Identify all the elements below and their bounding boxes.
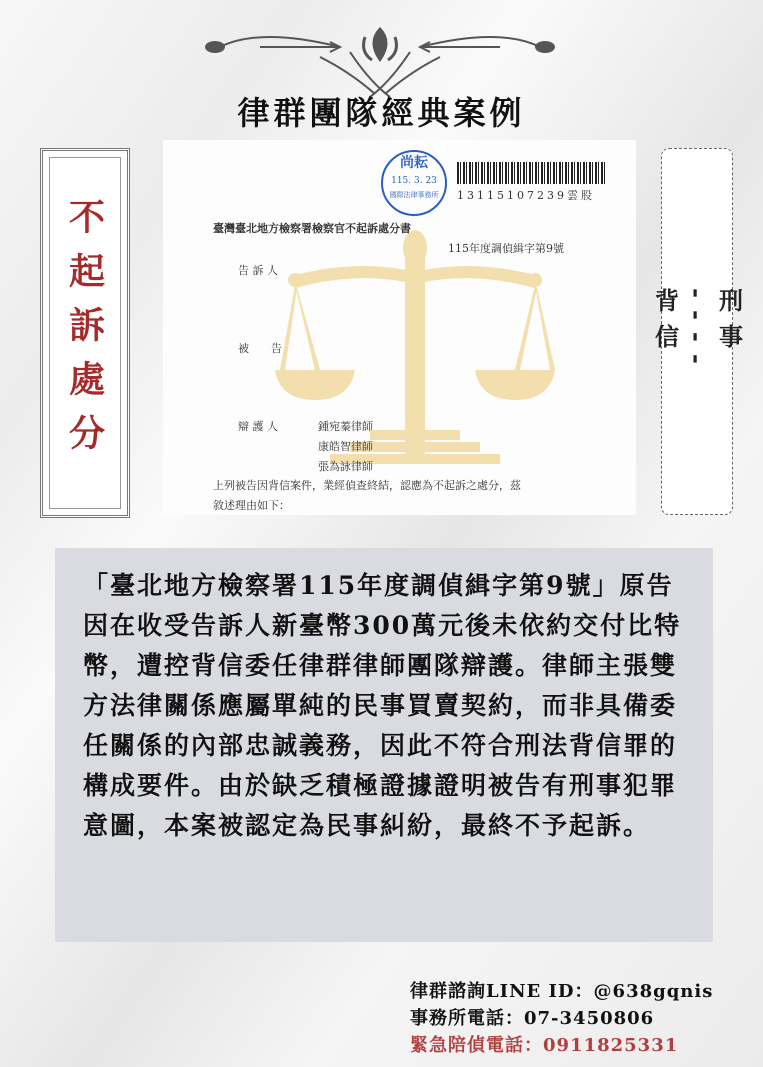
received-stamp (381, 150, 447, 216)
page-title: 律群團隊經典案例 (237, 94, 526, 132)
defendant-label: 被 告 (238, 342, 282, 355)
stamp-date: 115. 3. 23 (391, 176, 437, 186)
case-summary-panel (55, 548, 713, 942)
barcode (457, 162, 605, 184)
lawyer-name: 張為詠律師 (318, 460, 373, 473)
document-heading: 臺灣臺北地方檢察署檢察官不起訴處分書 (213, 222, 411, 235)
document-image (163, 140, 636, 515)
scales-of-justice-icon (275, 220, 555, 480)
complainant-label: 告 訴 人 (238, 264, 278, 277)
ornament-flourish-icon (200, 22, 560, 97)
barcode-number: 13115107239雲股 (457, 189, 595, 202)
separator: ---- (682, 287, 712, 376)
stamp-name: 尚耘 (400, 155, 428, 171)
case-category: 刑事 (714, 287, 744, 360)
document-body: 敘述理由如下： (213, 499, 290, 512)
lawyer-name: 康皓智律師 (318, 440, 373, 453)
case-number: 115年度調偵緝字第9號 (448, 242, 564, 255)
document-body: 上列被告因背信案件，業經偵查終結，認應為不起訴之處分，茲 (213, 479, 521, 492)
lawyer-name: 鍾宛蓁律師 (318, 420, 373, 433)
case-charge: 背信 (650, 287, 680, 360)
defender-label: 辯 護 人 (238, 420, 278, 433)
disposition-label: 不起訴處分 (63, 198, 106, 468)
contact-info (410, 978, 713, 1059)
case-summary: 「臺北地方檢察署115年度調偵緝字第9號」原告因在收受告訴人新臺幣300萬元後未依約交付比特幣，遭控背信委任律群律師團隊辯護。律師主張雙方法律關係應屬單純的民事買賣契約，而非具備委任關係的內部忠誠義務，因此不符合刑法背信罪的構成要件。由於缺乏積極證據證明被告有刑事犯罪意圖，本案被認定為民事糾紛，最終不予起訴。 (83, 571, 682, 840)
category-label-box (40, 148, 130, 518)
stamp-org: 國際法律事務所 (389, 191, 439, 199)
emergency-phone: 緊急陪偵電話：0911825331 (410, 1035, 679, 1056)
case-type-box (650, 148, 744, 515)
line-id: 律群諮詢LINE ID：@638gqnis (410, 981, 714, 1002)
office-phone: 事務所電話：07-3450806 (410, 1008, 655, 1029)
